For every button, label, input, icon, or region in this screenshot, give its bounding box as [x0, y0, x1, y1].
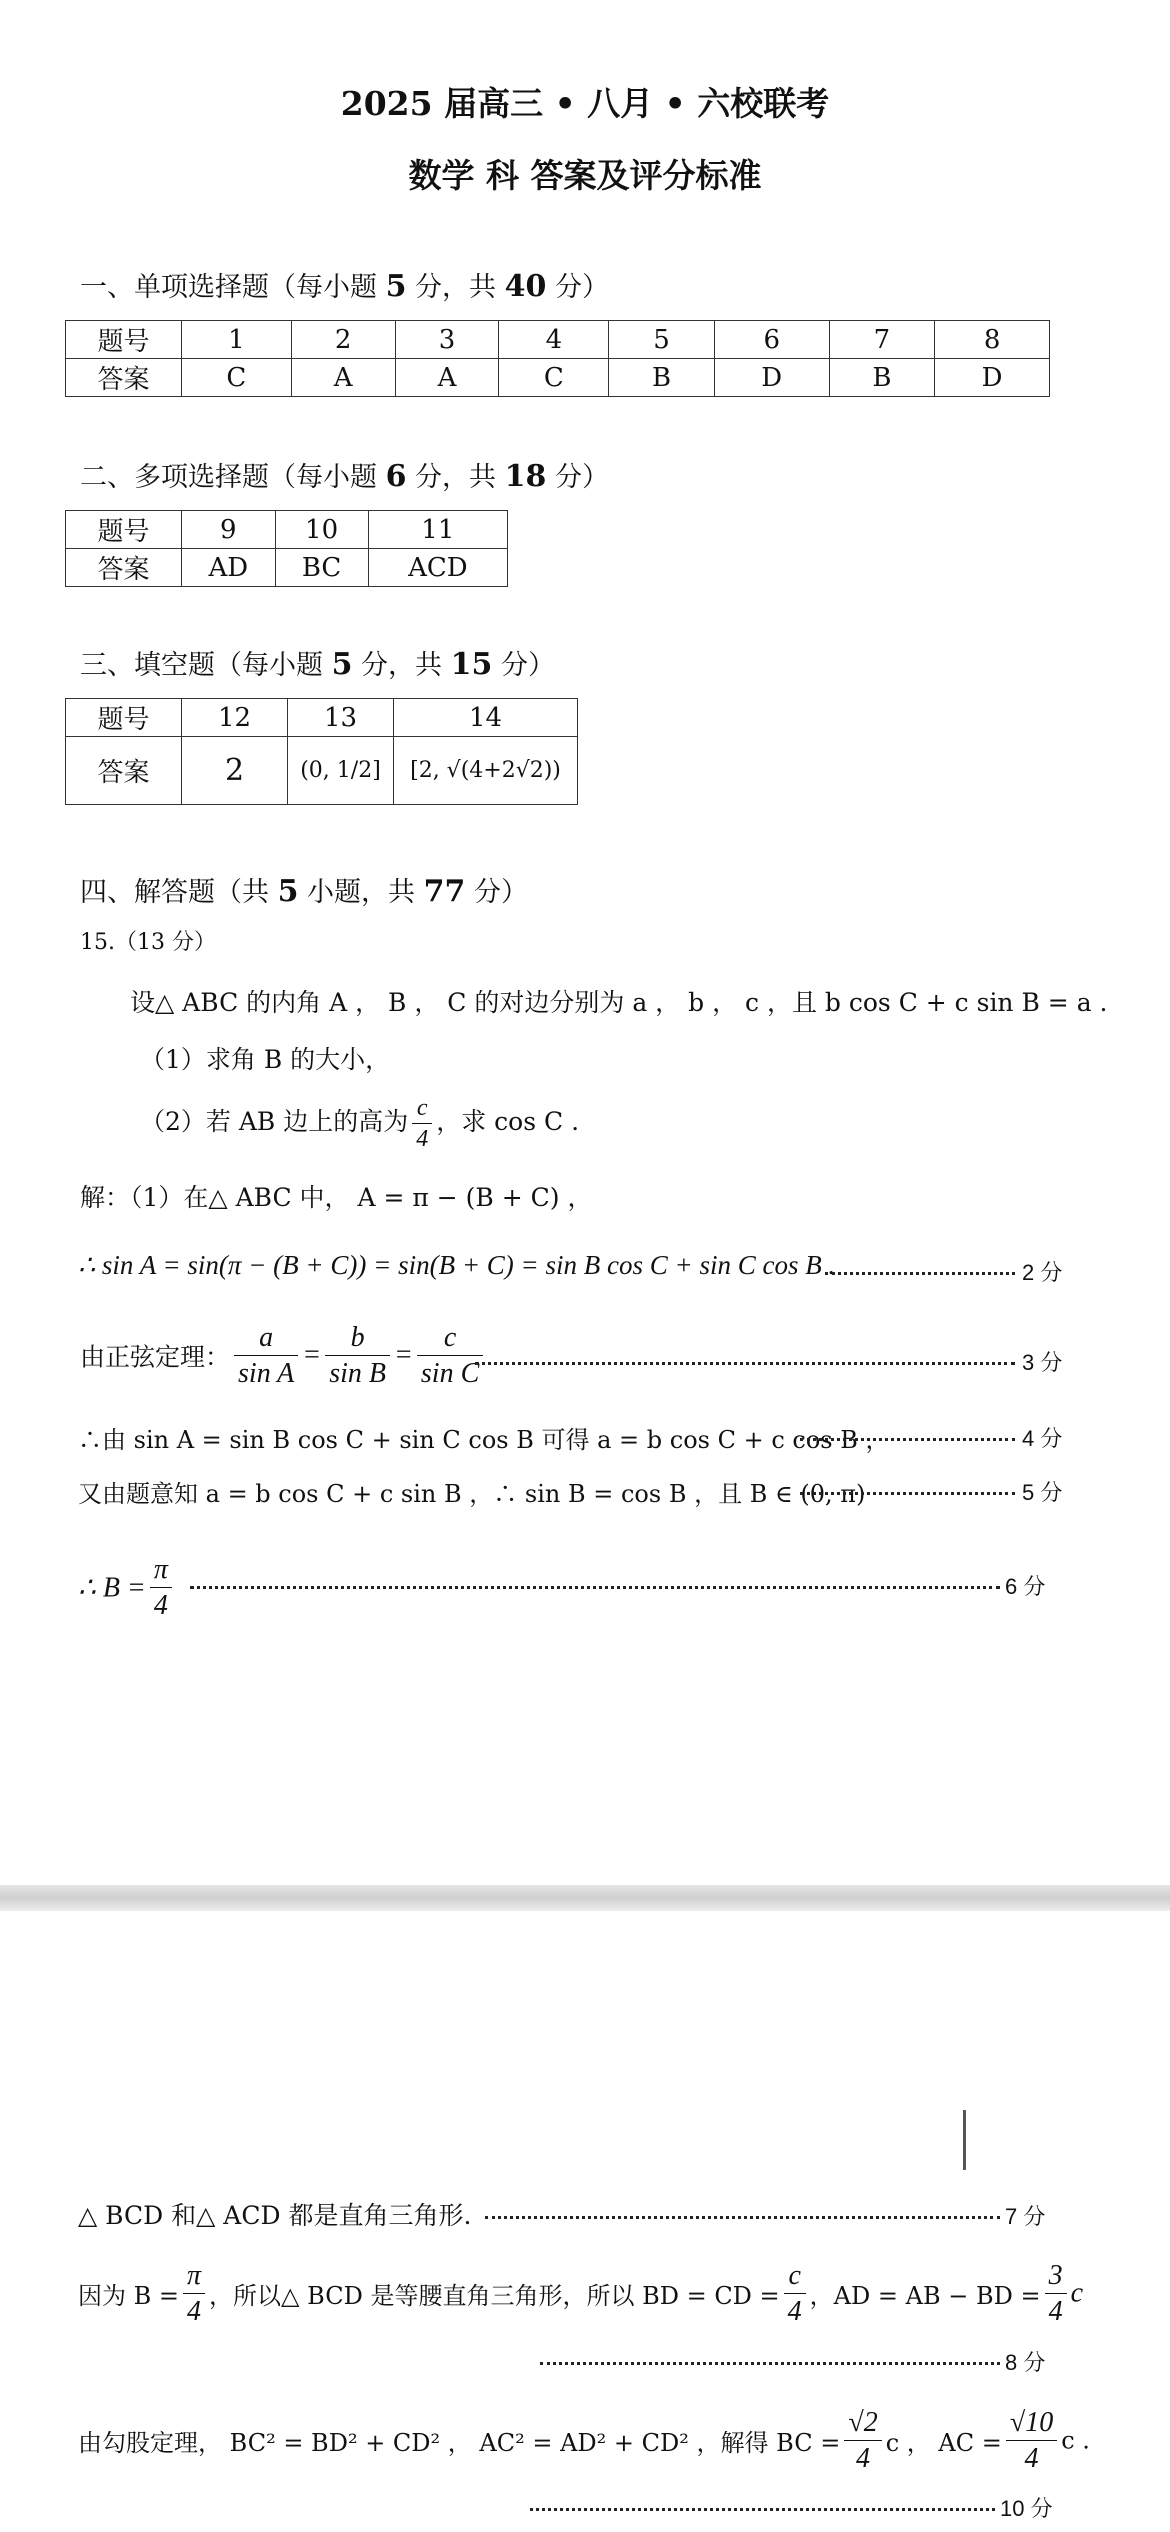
- table-row: [66, 699, 578, 737]
- answer-cell: ACD: [368, 549, 507, 587]
- row-label-question: 题号: [66, 321, 182, 359]
- row-label-answer: 答案: [66, 549, 182, 587]
- fraction-denominator: sin B: [329, 1358, 386, 1389]
- section3-heading-suffix: 分）: [492, 650, 555, 681]
- question-cell: 12: [182, 699, 288, 737]
- sine-rule-label: 由正弦定理：: [80, 1342, 231, 1372]
- answer-cell: B: [829, 359, 935, 397]
- question-cell: 2: [291, 321, 395, 359]
- question-cell: 7: [829, 321, 935, 359]
- question-cell: 3: [395, 321, 499, 359]
- document-subtitle: 数学 科 答案及评分标准: [408, 156, 762, 195]
- section4-heading-prefix: 四、解答题（共: [80, 877, 278, 908]
- section2-heading-suffix: 分）: [546, 462, 609, 493]
- fraction-numerator: c: [412, 1093, 432, 1124]
- solution-line-7: △ BCD 和△ ACD 都是直角三角形.: [78, 2201, 472, 2230]
- score-label: 10 分: [1000, 2496, 1053, 2521]
- question-cell: 8: [935, 321, 1050, 359]
- question-cell: 9: [182, 511, 276, 549]
- leader-dots: [530, 2508, 995, 2511]
- answer-cell: D: [935, 359, 1050, 397]
- fraction-numerator: π: [183, 2258, 205, 2294]
- score-label: 2 分: [1022, 1260, 1063, 1285]
- fraction-denominator: 4: [416, 1126, 429, 1152]
- question-cell: 14: [394, 699, 578, 737]
- table-row: [66, 549, 508, 587]
- solution-line-1: 解：（1）在△ ABC 中， A = π − (B + C) ，: [80, 1183, 593, 1212]
- fraction-numerator: 3: [1045, 2258, 1067, 2294]
- section1-heading-suffix: 分）: [546, 272, 609, 303]
- answer-cell: C: [499, 359, 609, 397]
- equals-sign: =: [302, 1339, 322, 1371]
- line8-text-a: 因为 B =: [78, 2282, 180, 2310]
- fraction-denominator: 4: [1024, 2443, 1039, 2474]
- question-cell: 11: [368, 511, 507, 549]
- line8-text-c: ，AD = AB − BD =: [809, 2282, 1041, 2310]
- answer-cell: B: [609, 359, 715, 397]
- fraction-a-sinA: [234, 1320, 298, 1391]
- solution-line-3: [80, 1320, 487, 1391]
- row-label-answer: 答案: [66, 359, 182, 397]
- fraction-denominator: 4: [787, 2296, 802, 2327]
- result-prefix: ∴ B =: [78, 1572, 146, 1604]
- leader-dots: [540, 2362, 1000, 2365]
- solution-line-4: ∴由 sin A = sin B cos C + sin C cos B 可得 a = b cos C + c cos B ，: [78, 1426, 890, 1454]
- section1-points-each: 5: [385, 269, 407, 304]
- table-row: [66, 359, 1050, 397]
- row-label-answer: 答案: [66, 737, 182, 805]
- fraction-denominator: sin A: [238, 1358, 295, 1389]
- text-cursor: [963, 2110, 966, 2170]
- question-cell: 10: [275, 511, 368, 549]
- solution-line-8: [78, 2258, 1083, 2329]
- question-cell: 5: [609, 321, 715, 359]
- fraction-b-sinB: [325, 1320, 390, 1391]
- leader-dots: [825, 1272, 1015, 1275]
- section1-heading-mid: 分，共: [406, 272, 505, 303]
- page-divider: [0, 1885, 1170, 1911]
- answer-cell: (0, 1/2]: [288, 737, 394, 805]
- score-label: 6 分: [1005, 1574, 1046, 1599]
- section4-heading: [80, 870, 528, 909]
- section3-answer-table: [65, 698, 578, 805]
- section3-points-each: 5: [331, 647, 353, 682]
- fraction-sqrt2-4: [844, 2405, 881, 2476]
- section3-heading-mid: 分，共: [352, 650, 451, 681]
- leader-dots: [485, 2216, 1000, 2219]
- score-label: 8 分: [1005, 2350, 1046, 2375]
- fraction-pi-4: [150, 1552, 172, 1623]
- problem15-statement: 设△ ABC 的内角 A ， B ， C 的对边分别为 a ， b ， c ，且 b cos C + c sin B = a .: [130, 988, 1108, 1017]
- equals-sign: =: [393, 1339, 413, 1371]
- section4-heading-mid: 小题，共: [298, 877, 424, 908]
- leader-dots: [475, 1362, 1015, 1365]
- section4-heading-suffix: 分）: [465, 877, 528, 908]
- solution-line-6: [78, 1552, 176, 1623]
- line9-text-c: c .: [1061, 2426, 1090, 2455]
- leader-dots: [800, 1492, 1015, 1495]
- table-row: [66, 511, 508, 549]
- fraction-numerator: c: [417, 1320, 483, 1356]
- section1-heading: [80, 265, 609, 304]
- row-label-question: 题号: [66, 699, 182, 737]
- answer-cell: BC: [275, 549, 368, 587]
- fraction-numerator: π: [150, 1552, 172, 1588]
- solution-line-5: 又由题意知 a = b cos C + c sin B ，∴ sin B = cos B ，且 B ∈ (0, π): [78, 1480, 866, 1508]
- solution-line-2: ∴ sin A = sin(π − (B + C)) = sin(B + C) = sin B cos C + sin C cos B .: [78, 1250, 836, 1280]
- score-label: 5 分: [1022, 1480, 1063, 1505]
- fraction-c-4: [784, 2258, 806, 2329]
- question-cell: 4: [499, 321, 609, 359]
- section3-heading: [80, 643, 555, 682]
- question-cell: 6: [714, 321, 829, 359]
- fraction-denominator: 4: [856, 2443, 871, 2474]
- question-cell: 13: [288, 699, 394, 737]
- fraction-numerator: b: [325, 1320, 390, 1356]
- answer-cell: AD: [182, 549, 276, 587]
- document-title: 2025 届高三 • 八月 • 六校联考: [340, 84, 830, 123]
- section2-points-each: 6: [385, 459, 407, 494]
- problem15-part2-suffix: ，求 cos C .: [436, 1107, 580, 1136]
- answer-cell: [2, √(4+2√2)): [394, 737, 578, 805]
- section1-answer-table: [65, 320, 1050, 397]
- fraction-denominator: sin C: [420, 1358, 480, 1389]
- section2-heading-prefix: 二、多项选择题（每小题: [80, 462, 386, 493]
- question-cell: 1: [182, 321, 292, 359]
- height-fraction: [412, 1093, 432, 1154]
- line9-text-b: c ， AC =: [885, 2429, 1002, 2457]
- fraction-pi-4: [183, 2258, 205, 2329]
- section4-total: 77: [423, 874, 466, 909]
- line8-text-d: c: [1070, 2277, 1084, 2309]
- row-label-question: 题号: [66, 511, 182, 549]
- fraction-3-4: [1045, 2258, 1067, 2329]
- score-label: 7 分: [1005, 2204, 1046, 2229]
- fraction-sqrt10-4: [1006, 2405, 1057, 2476]
- answer-cell: C: [182, 359, 292, 397]
- answer-cell: D: [714, 359, 829, 397]
- fraction-numerator: √10: [1006, 2405, 1057, 2441]
- problem15-part1: （1）求角 B 的大小，: [140, 1045, 391, 1074]
- leader-dots: [190, 1586, 1000, 1589]
- line9-text-a: 由勾股定理， BC² = BD² + CD² ， AC² = AD² + CD² ，解得 BC =: [78, 2429, 841, 2457]
- solution-line-9: [78, 2405, 1090, 2476]
- section2-total: 18: [504, 459, 547, 494]
- table-row: [66, 737, 578, 805]
- section4-count: 5: [277, 874, 299, 909]
- fraction-denominator: 4: [1048, 2296, 1063, 2327]
- section1-heading-prefix: 一、单项选择题（每小题: [80, 272, 386, 303]
- fraction-numerator: a: [234, 1320, 298, 1356]
- leader-dots: [800, 1438, 1015, 1441]
- problem15-label: 15.（13 分）: [80, 930, 216, 955]
- line8-text-b: ，所以△ BCD 是等腰直角三角形，所以 BD = CD =: [209, 2282, 780, 2310]
- answer-cell: A: [291, 359, 395, 397]
- table-row: [66, 321, 1050, 359]
- section3-heading-prefix: 三、填空题（每小题: [80, 650, 332, 681]
- fraction-denominator: 4: [153, 1590, 168, 1621]
- section2-heading: [80, 455, 609, 494]
- problem15-part2-text: （2）若 AB 边上的高为: [140, 1107, 409, 1136]
- fraction-numerator: c: [784, 2258, 806, 2294]
- fraction-c-sinC: [417, 1320, 483, 1391]
- score-label: 4 分: [1022, 1426, 1063, 1451]
- fraction-denominator: 4: [187, 2296, 202, 2327]
- answer-cell: 2: [182, 737, 288, 805]
- problem15-part2: [140, 1093, 579, 1154]
- section2-heading-mid: 分，共: [406, 462, 505, 493]
- answer-cell: A: [395, 359, 499, 397]
- section3-total: 15: [450, 647, 493, 682]
- score-label: 3 分: [1022, 1350, 1063, 1375]
- fraction-numerator: √2: [844, 2405, 881, 2441]
- section1-total: 40: [504, 269, 547, 304]
- section2-answer-table: [65, 510, 508, 587]
